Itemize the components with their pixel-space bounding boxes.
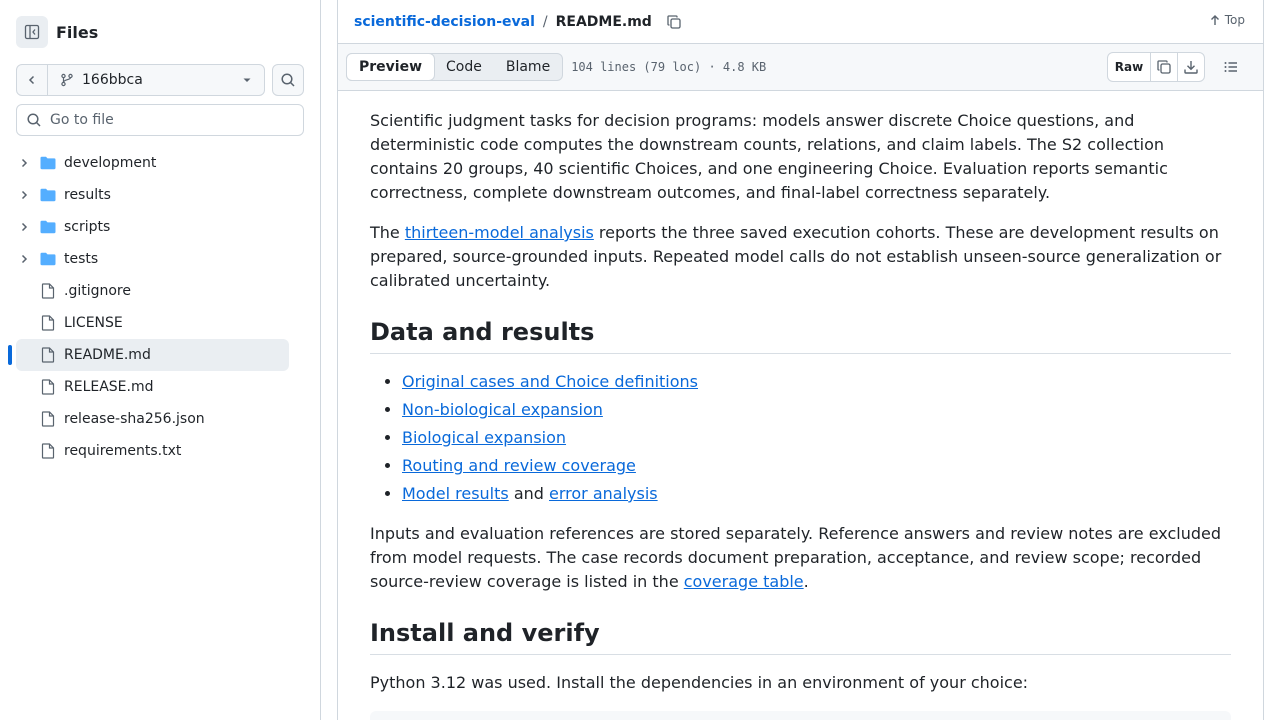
copy-icon	[666, 14, 682, 30]
file-icon	[40, 315, 56, 331]
collapse-sidebar-button[interactable]	[16, 16, 48, 48]
sidebar-header	[16, 16, 98, 48]
coverage-table-link[interactable]: coverage table	[683, 572, 804, 591]
tree-file-release[interactable]	[16, 371, 289, 403]
breadcrumb-separator: /	[542, 13, 548, 30]
go-to-file	[16, 104, 304, 136]
tree-item-label: requirements.txt	[64, 443, 182, 459]
git-branch-icon	[60, 73, 74, 87]
tree-item-label: release-sha256.json	[64, 411, 205, 427]
chevron-right-icon	[16, 253, 32, 265]
analysis-paragraph	[370, 221, 1231, 293]
folder-icon	[40, 220, 56, 234]
breadcrumb-repo-link[interactable]: scientific-decision-eval	[354, 13, 535, 30]
file-actions-group	[1107, 52, 1205, 82]
original-cases-link[interactable]: Original cases and Choice definitions	[402, 372, 699, 391]
branch-row	[16, 64, 304, 96]
download-icon	[1183, 59, 1199, 75]
tree-item-label: README.md	[64, 347, 151, 363]
tree-folder-results[interactable]	[16, 179, 289, 211]
view-tabs	[346, 53, 563, 81]
copy-icon	[1156, 59, 1172, 75]
readme-content	[338, 91, 1263, 720]
tree-item-label: development	[64, 155, 157, 171]
branch-picker	[16, 64, 265, 96]
breadcrumb-file: README.md	[555, 13, 652, 30]
go-to-file-input[interactable]	[50, 112, 290, 128]
inputs-paragraph	[370, 522, 1231, 594]
tree-item-label: results	[64, 187, 111, 203]
file-view	[337, 0, 1264, 720]
chevron-right-icon	[16, 157, 32, 169]
branch-select[interactable]	[48, 65, 264, 95]
list-item	[402, 426, 1231, 450]
tab-blame[interactable]: Blame	[505, 59, 551, 75]
routing-coverage-link[interactable]: Routing and review coverage	[402, 456, 636, 475]
tree-item-label: tests	[64, 251, 99, 267]
tree-file-license[interactable]	[16, 307, 289, 339]
file-actions	[1107, 52, 1245, 82]
text: Inputs and evaluation references are stored separately. Reference answers and review notes are excluded from model requests. The case records document preparation, acceptance, and review scope; recorded source-review coverage is listed in the	[370, 524, 1221, 591]
text: The	[370, 223, 405, 242]
file-icon	[40, 411, 56, 427]
copy-raw-button[interactable]	[1150, 53, 1177, 81]
top-label: Top	[1224, 13, 1245, 27]
search-button[interactable]	[272, 64, 304, 96]
code-block	[370, 711, 1231, 720]
model-results-link[interactable]: Model results	[402, 484, 509, 503]
text: and	[508, 484, 550, 503]
outline-button[interactable]	[1217, 53, 1245, 81]
text: .	[803, 572, 809, 591]
heading-data-and-results: Data and results	[370, 317, 1231, 354]
top-link[interactable]	[1209, 13, 1245, 27]
raw-button[interactable]: Raw	[1114, 60, 1144, 74]
intro-paragraph: Scientific judgment tasks for decision programs: models answer discrete Choice questions, and deterministic code computes the downstream counts, relations, and claim labels. The S2 collection contains 20 groups, 40 scientific Choices, and one engineering Choice. Evaluation reports semantic correctness, complete downstream outcomes, and final-label correctness separately.	[370, 111, 1168, 202]
tree-file-release-sha256[interactable]	[16, 403, 289, 435]
install-paragraph: Python 3.12 was used. Install the dependencies in an environment of your choice:	[370, 673, 1029, 692]
copy-path-button[interactable]	[666, 14, 682, 30]
chevron-right-icon	[16, 189, 32, 201]
sidebar-title: Files	[56, 22, 99, 42]
file-toolbar	[338, 44, 1263, 91]
file-icon	[40, 283, 56, 299]
file-icon	[40, 379, 56, 395]
tab-code[interactable]: Code	[446, 59, 482, 75]
file-meta: 104 lines (79 loc) · 4.8 KB	[571, 60, 767, 74]
folder-icon	[40, 252, 56, 266]
tree-folder-development[interactable]	[16, 147, 289, 179]
results-link-list	[370, 370, 1231, 506]
tree-file-gitignore[interactable]	[16, 275, 289, 307]
folder-icon	[40, 188, 56, 202]
chevron-left-icon	[26, 74, 38, 86]
folder-icon	[40, 156, 56, 170]
chevron-right-icon	[16, 221, 32, 233]
branch-name: 166bbca	[82, 72, 143, 88]
list-item	[402, 370, 1231, 394]
search-icon	[280, 72, 296, 88]
list-unordered-icon	[1223, 59, 1239, 75]
tree-item-label: RELEASE.md	[64, 379, 154, 395]
active-indicator	[8, 345, 12, 365]
error-analysis-link[interactable]: error analysis	[549, 484, 658, 503]
file-sidebar	[0, 0, 321, 720]
tree-folder-scripts[interactable]	[16, 211, 289, 243]
breadcrumb	[338, 0, 1263, 44]
file-icon	[40, 347, 56, 363]
tree-folder-tests[interactable]	[16, 243, 289, 275]
list-item	[402, 482, 1231, 506]
tree-item-label: LICENSE	[64, 315, 123, 331]
back-button[interactable]	[17, 65, 48, 95]
caret-down-icon	[242, 75, 252, 85]
sidebar-collapse-icon	[24, 24, 40, 40]
tree-item-label: scripts	[64, 219, 111, 235]
non-biological-link[interactable]: Non-biological expansion	[402, 400, 603, 419]
file-tree	[16, 147, 289, 467]
text: reports the three saved execution cohorts. These are development results on prepared, source-grounded inputs. Repeated model calls do not establish unseen-source generalization or calibrated uncertainty.	[370, 223, 1222, 290]
tab-preview[interactable]: Preview	[346, 53, 435, 81]
search-icon	[26, 112, 42, 128]
list-item	[402, 398, 1231, 422]
arrow-up-icon	[1209, 14, 1221, 26]
tree-file-requirements[interactable]	[16, 435, 289, 467]
tree-file-readme[interactable]	[16, 339, 289, 371]
heading-install-and-verify: Install and verify	[370, 618, 1231, 655]
biological-link[interactable]: Biological expansion	[402, 428, 567, 447]
tree-item-label: .gitignore	[64, 283, 131, 299]
list-item	[402, 454, 1231, 478]
thirteen-model-analysis-link[interactable]: thirteen-model analysis	[404, 223, 594, 242]
file-icon	[40, 443, 56, 459]
download-button[interactable]	[1177, 53, 1204, 81]
